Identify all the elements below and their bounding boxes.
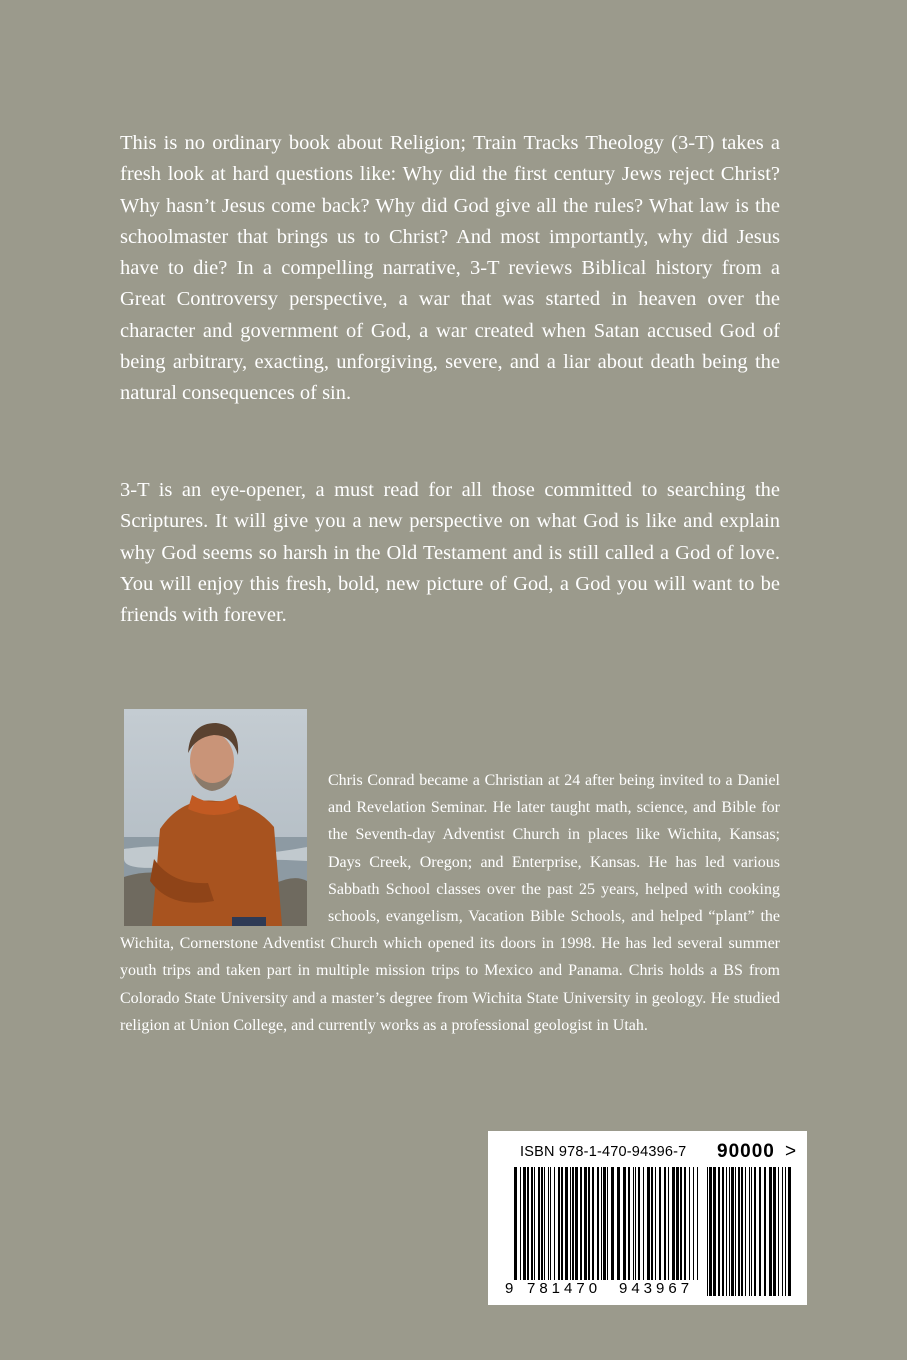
- barcode-bar: [689, 1167, 690, 1280]
- barcode-bar: [769, 1167, 772, 1296]
- barcode-bar: [788, 1167, 791, 1296]
- barcode-bar: [534, 1167, 535, 1280]
- barcode-bar: [558, 1167, 560, 1280]
- barcode-bar: [514, 1167, 517, 1280]
- barcode-bar: [778, 1167, 779, 1296]
- barcode-bar: [684, 1167, 686, 1280]
- barcode-bar: [731, 1167, 734, 1296]
- ean-right-group: 943967: [619, 1280, 694, 1297]
- barcode-bar: [635, 1167, 636, 1280]
- barcode-bar: [572, 1167, 574, 1280]
- barcode-bar: [647, 1167, 650, 1280]
- barcode-bar: [773, 1167, 776, 1296]
- barcode-bar: [544, 1167, 545, 1280]
- author-bio: [120, 767, 780, 1039]
- barcode-bar: [611, 1167, 614, 1280]
- barcode-bar: [745, 1167, 746, 1296]
- barcode-bar: [718, 1167, 720, 1296]
- barcode-bar: [785, 1167, 786, 1296]
- barcode-bar: [592, 1167, 594, 1280]
- barcode-bar: [751, 1167, 752, 1296]
- blurb-paragraph-1: This is no ordinary book about Religion; Train Tracks Theology (3-T) takes a fresh look at hard questions like: Why did the first century Jews reject Christ? Why hasn’t Jesus come back? Why did God give all the rules? What law is the schoolmaster that brings us to Christ? And most importantly, why did Jesus have to die? In a compelling narrative, 3-T reviews Biblical history from a Great Controversy perspective, a war that was started in heaven over the character and government of God, a war created when Satan accused God of being arbitrary, exacting, unforgiving, severe, and a liar about death being the natural consequences of sin.: [120, 132, 780, 405]
- ean-first-digit: 9: [505, 1280, 514, 1297]
- barcode-bar: [617, 1167, 620, 1280]
- barcode-bar: [722, 1167, 724, 1296]
- barcode-bar: [520, 1167, 521, 1280]
- barcode-bar: [565, 1167, 568, 1280]
- barcode-bar: [527, 1167, 529, 1280]
- barcode-bar: [584, 1167, 587, 1280]
- barcode-bar: [729, 1167, 730, 1296]
- barcode-bar: [623, 1167, 626, 1280]
- barcode-bar: [523, 1167, 526, 1280]
- barcode-bar: [693, 1167, 694, 1280]
- barcode-bar: [601, 1167, 602, 1280]
- arrow-icon: >: [785, 1141, 797, 1162]
- barcode-bar: [668, 1167, 669, 1280]
- isbn-barcode: [488, 1131, 807, 1305]
- barcode-bar: [764, 1167, 766, 1296]
- barcode-bar: [759, 1167, 761, 1296]
- barcode-bar: [726, 1167, 727, 1296]
- barcode-bar: [749, 1167, 750, 1296]
- barcode-bar: [651, 1167, 653, 1280]
- barcode-bar: [561, 1167, 563, 1280]
- barcode-bar: [680, 1167, 682, 1280]
- barcode-bar: [628, 1167, 630, 1280]
- barcode-bar: [655, 1167, 656, 1280]
- barcode-bar: [707, 1167, 708, 1296]
- barcode-bar: [676, 1167, 679, 1280]
- barcode-bar: [643, 1167, 644, 1280]
- barcode-bar: [588, 1167, 590, 1280]
- barcode-bar: [659, 1167, 661, 1280]
- price-code: 90000: [717, 1141, 775, 1162]
- barcode-bar: [548, 1167, 549, 1280]
- barcode-bar: [607, 1167, 608, 1280]
- ean-barcode-bars: [514, 1167, 700, 1280]
- barcode-bar: [580, 1167, 582, 1280]
- barcode-bar: [782, 1167, 783, 1296]
- barcode-bar: [597, 1167, 599, 1280]
- barcode-bar: [570, 1167, 571, 1280]
- barcode-bar: [741, 1167, 743, 1296]
- author-bio-text: Chris Conrad became a Christian at 24 after being invited to a Daniel and Revelation Seminar. He later taught math, science, and Bible for the Seventh-day Adventist Church in places like Wichita, Kansas; Days Creek, Oregon; and Enterprise, Kansas. He has led various Sabbath School classes over the past 25 years, helped with cooking schools, evangelism, Vacation Bible Schools, and helped “plant” the Wichita, Cornerstone Adventist Church which opened its doors in 1998. He has led several summer youth trips and taken part in multiple mission trips to Mexico and Panama. Chris holds a BS from Colorado State University and a master’s degree from Wichita State University in geology. He studied religion at Union College, and currently works as a professional geologist in Utah.: [120, 772, 780, 1034]
- blurb-paragraph-2: 3-T is an eye-opener, a must read for all those committed to searching the Scriptures. It will give you a new perspective on what God is like and explain why God seems so harsh in the Old Testament and is still called a God of love. You will enjoy this fresh, bold, new picture of God, a God you will want to be friends with forever.: [120, 479, 780, 627]
- barcode-bar: [531, 1167, 533, 1280]
- barcode-bar: [603, 1167, 606, 1280]
- barcode-bar: [709, 1167, 712, 1296]
- addon-barcode-bars: [707, 1167, 792, 1296]
- barcode-bar: [638, 1167, 640, 1280]
- barcode-bar: [697, 1167, 698, 1280]
- barcode-bar: [713, 1167, 716, 1296]
- barcode-bar: [541, 1167, 543, 1280]
- barcode-bar: [754, 1167, 756, 1296]
- barcode-bar: [735, 1167, 736, 1296]
- barcode-bar: [538, 1167, 540, 1280]
- barcode-bar: [633, 1167, 634, 1280]
- barcode-bar: [664, 1167, 666, 1280]
- barcode-bar: [575, 1167, 578, 1280]
- ean-left-group: 781470: [527, 1280, 602, 1297]
- isbn-label: ISBN 978-1-470-94396-7: [520, 1144, 687, 1160]
- barcode-bar: [738, 1167, 740, 1296]
- barcode-bar: [550, 1167, 551, 1280]
- bio-photo-spacer: [120, 767, 328, 929]
- barcode-bar: [672, 1167, 675, 1280]
- barcode-bar: [554, 1167, 555, 1280]
